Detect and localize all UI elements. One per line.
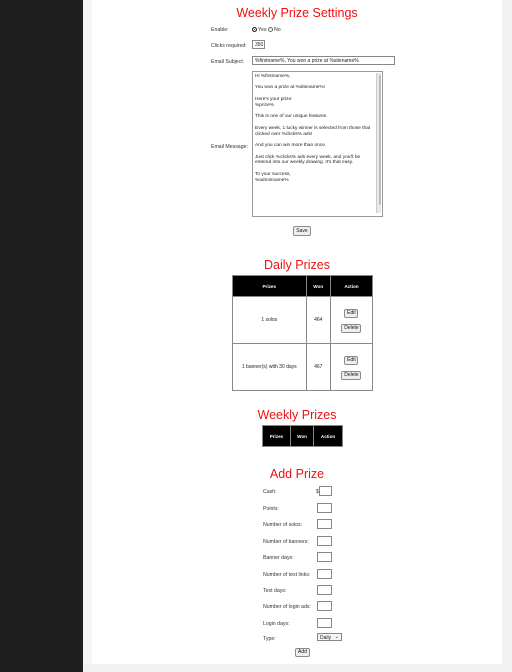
banners-input[interactable] <box>317 536 332 546</box>
clicks-required-input[interactable]: 350 <box>252 40 265 49</box>
edit-button[interactable]: Edit <box>344 356 358 365</box>
text-links-input[interactable] <box>317 569 332 579</box>
message-line: %adminname% <box>255 177 289 183</box>
message-line: %prize% <box>255 102 274 108</box>
message-line: You won a prize at %sitename%! <box>255 85 325 91</box>
enable-yes-radio[interactable] <box>252 27 257 32</box>
email-subject-input[interactable]: %firstname%, You won a prize at %sitename% <box>252 56 395 65</box>
delete-button[interactable]: Delete <box>341 371 361 380</box>
prize-cell: 1 solos <box>233 297 307 344</box>
message-line: This is one of our unique features. <box>255 114 328 120</box>
email-message-label: Email Message: <box>211 144 248 150</box>
table-row <box>233 344 373 391</box>
message-line: clicked over %clicks% ads! <box>255 131 313 137</box>
col-action-header: Action <box>314 426 343 447</box>
message-line: Just click %clicks% ads every week, and you'll be <box>255 154 361 160</box>
solos-input[interactable] <box>317 519 332 529</box>
weekly-prizes-title: Weekly Prizes <box>257 408 337 422</box>
enable-yes-label: Yes <box>258 27 267 33</box>
right-margin <box>502 0 512 672</box>
col-prizes-header: Prizes <box>263 426 291 447</box>
table-header-row <box>233 276 373 297</box>
prize-cell: 1 banner(s) with 30 days <box>233 344 307 391</box>
text-days-label: Text days: <box>263 588 287 594</box>
col-won-header: Won <box>290 426 313 447</box>
message-line: entered into our weekly drawing. It's that easy. <box>255 160 354 166</box>
points-label: Points: <box>263 506 279 512</box>
textarea-scroll-thumb[interactable] <box>379 75 381 205</box>
enable-no-label: No <box>274 27 281 33</box>
points-input[interactable] <box>317 503 332 513</box>
login-days-label: Login days: <box>263 621 290 627</box>
save-button[interactable]: Save <box>293 226 311 236</box>
clicks-required-label: Clicks required: <box>211 43 247 49</box>
type-label: Type: <box>263 636 276 642</box>
bottom-margin <box>83 664 512 672</box>
login-ads-input[interactable] <box>317 601 332 611</box>
edit-button[interactable]: Edit <box>344 309 358 318</box>
weekly-settings-title: Weekly Prize Settings <box>236 6 358 20</box>
cash-label: Cash: <box>263 489 277 495</box>
chevron-down-icon: ⌄ <box>334 634 339 640</box>
solos-label: Number of solos: <box>263 522 303 528</box>
message-line: And you can win more than once. <box>255 143 327 149</box>
content-gutter <box>83 0 92 672</box>
table-header-row <box>263 426 343 447</box>
message-line: Every week, 1 lucky winner is selected from those that <box>255 125 371 131</box>
type-select-value: Daily <box>320 635 332 641</box>
left-sidebar <box>0 0 83 672</box>
enable-label: Enable: <box>211 27 229 33</box>
message-line: Hi %firstname%, <box>255 74 291 79</box>
col-prizes-header: Prizes <box>233 276 307 297</box>
message-line: To your success, <box>255 171 291 177</box>
text-links-label: Number of text links: <box>263 572 311 578</box>
banner-days-label: Banner days: <box>263 555 294 561</box>
banners-label: Number of banners: <box>263 539 309 545</box>
add-button[interactable]: Add <box>295 648 310 657</box>
action-cell <box>330 344 372 391</box>
login-ads-label: Number of login ads: <box>263 604 311 610</box>
banner-days-input[interactable] <box>317 552 332 562</box>
email-subject-label: Email Subject: <box>211 59 245 65</box>
won-cell: 464 <box>306 297 330 344</box>
table-row <box>233 297 373 344</box>
type-select[interactable] <box>317 633 342 641</box>
text-days-input[interactable] <box>317 585 332 595</box>
message-line: Here's your prize: <box>255 96 293 102</box>
cash-input[interactable] <box>319 486 332 496</box>
action-cell <box>330 297 372 344</box>
col-action-header: Action <box>330 276 372 297</box>
email-message-textarea[interactable] <box>252 71 383 217</box>
won-cell: 467 <box>306 344 330 391</box>
add-prize-title: Add Prize <box>269 467 325 481</box>
daily-prizes-title: Daily Prizes <box>264 258 330 272</box>
daily-prizes-table <box>232 275 373 391</box>
weekly-prizes-table <box>262 425 343 447</box>
cash-currency-symbol: $ <box>316 489 319 495</box>
delete-button[interactable]: Delete <box>341 324 361 333</box>
enable-no-radio[interactable] <box>268 27 273 32</box>
col-won-header: Won <box>306 276 330 297</box>
login-days-input[interactable] <box>317 618 332 628</box>
